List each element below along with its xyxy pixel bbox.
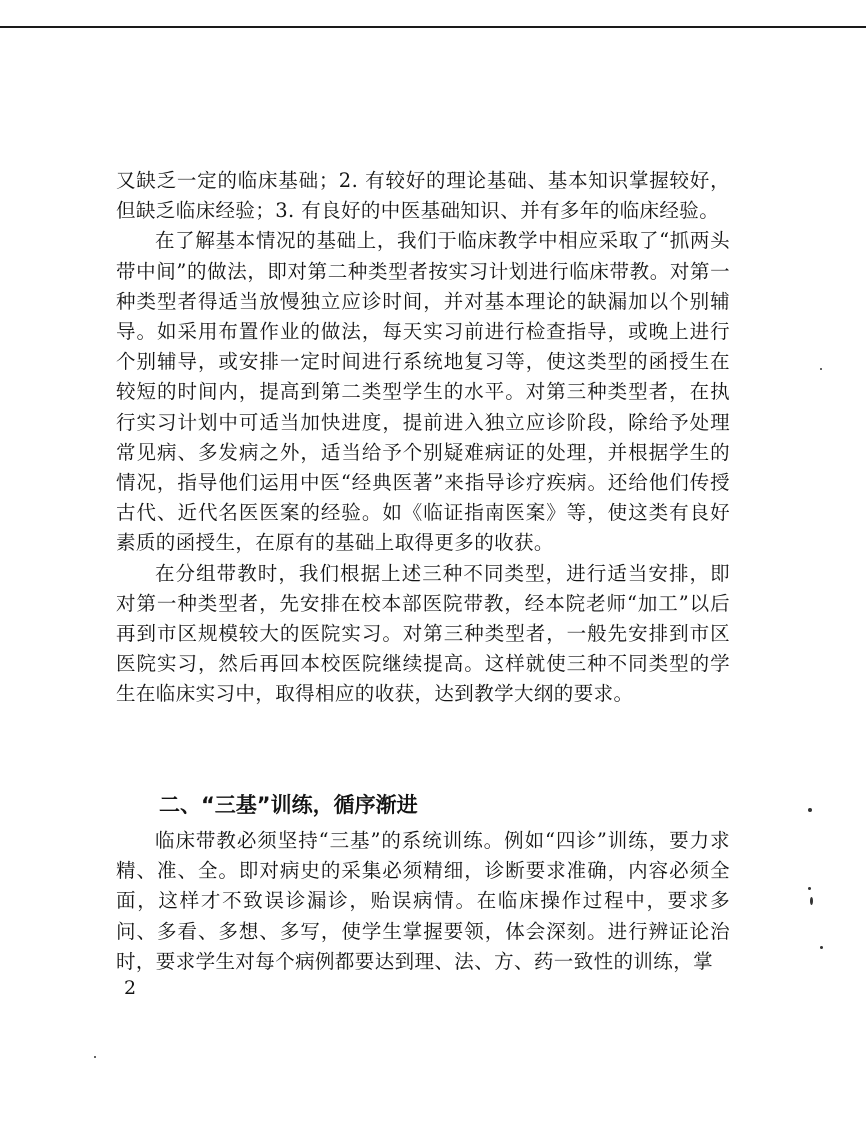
paragraph-2: 在了解基本情况的基础上，我们于临床教学中相应采取了“抓两头带中间”的做法，即对第二种类型者按实习计划进行临床带教。对第一种类型者得适当放慢独立应诊时间，并对基本理论的缺漏加以个别辅导。如采用布置作业的做法，每天实习前进行检查指导，或晚上进行个别辅导，或安排一定时间进行系统地复习等，使这类型的函授生在较短的时间内，提高到第二类型学生的水平。对第三种类型者，在执行实习计划中可适当加快进度，提前进入独立应诊阶段，除给予处理常见病、多发病之外，适当给予个别疑难病证的处理，并根据学生的情况，指导他们运用中医“经典医著”来指导诊疗疾病。还给他们传授古代、近代名医医案的经验。如《临证指南医案》等，使这类有良好素质的函授生，在原有的基础上取得更多的收获。	[116, 229, 730, 555]
section-heading: 二、“三基”训练，循序渐进	[159, 793, 418, 817]
paragraph-3: 在分组带教时，我们根据上述三种不同类型，进行适当安排，即对第一种类型者，先安排在校本部医院带教，经本院老师“加工”以后再到市区规模较大的医院实习。对第三种类型者，一般先安排到市区医院实习，然后再回本校医院继续提高。这样就使三种不同类型的学生在临床实习中，取得相应的收获，达到教学大纲的要求。	[116, 561, 730, 706]
scan-speck	[808, 887, 811, 890]
scan-speck	[808, 808, 812, 812]
paragraph-4: 临床带教必须坚持“三基”的系统训练。例如“四诊”训练，要力求精、准、全。即对病史的采集必须精细，诊断要求准确，内容必须全面，这样才不致误诊漏诊，贻误病情。在临床操作过程中，要求多问、多看、多想、多写，使学生掌握要领，体会深刻。进行辨证论治时，要求学生对每个病例都要达到理、法、方、药一致性的训练，掌	[116, 829, 730, 973]
paragraph-1: 又缺乏一定的临床基础；2. 有较好的理论基础、基本知识掌握较好，但缺乏临床经验；3. 有良好的中医基础知识、并有多年的临床经验。	[116, 169, 730, 223]
scan-speck	[820, 946, 823, 949]
scan-speck	[810, 897, 813, 905]
top-rule	[0, 26, 866, 28]
scan-speck	[94, 1056, 96, 1058]
text-block-bottom	[116, 826, 730, 977]
scan-speck	[820, 368, 822, 370]
text-block-top	[116, 166, 730, 710]
page-number: 2	[124, 977, 137, 999]
